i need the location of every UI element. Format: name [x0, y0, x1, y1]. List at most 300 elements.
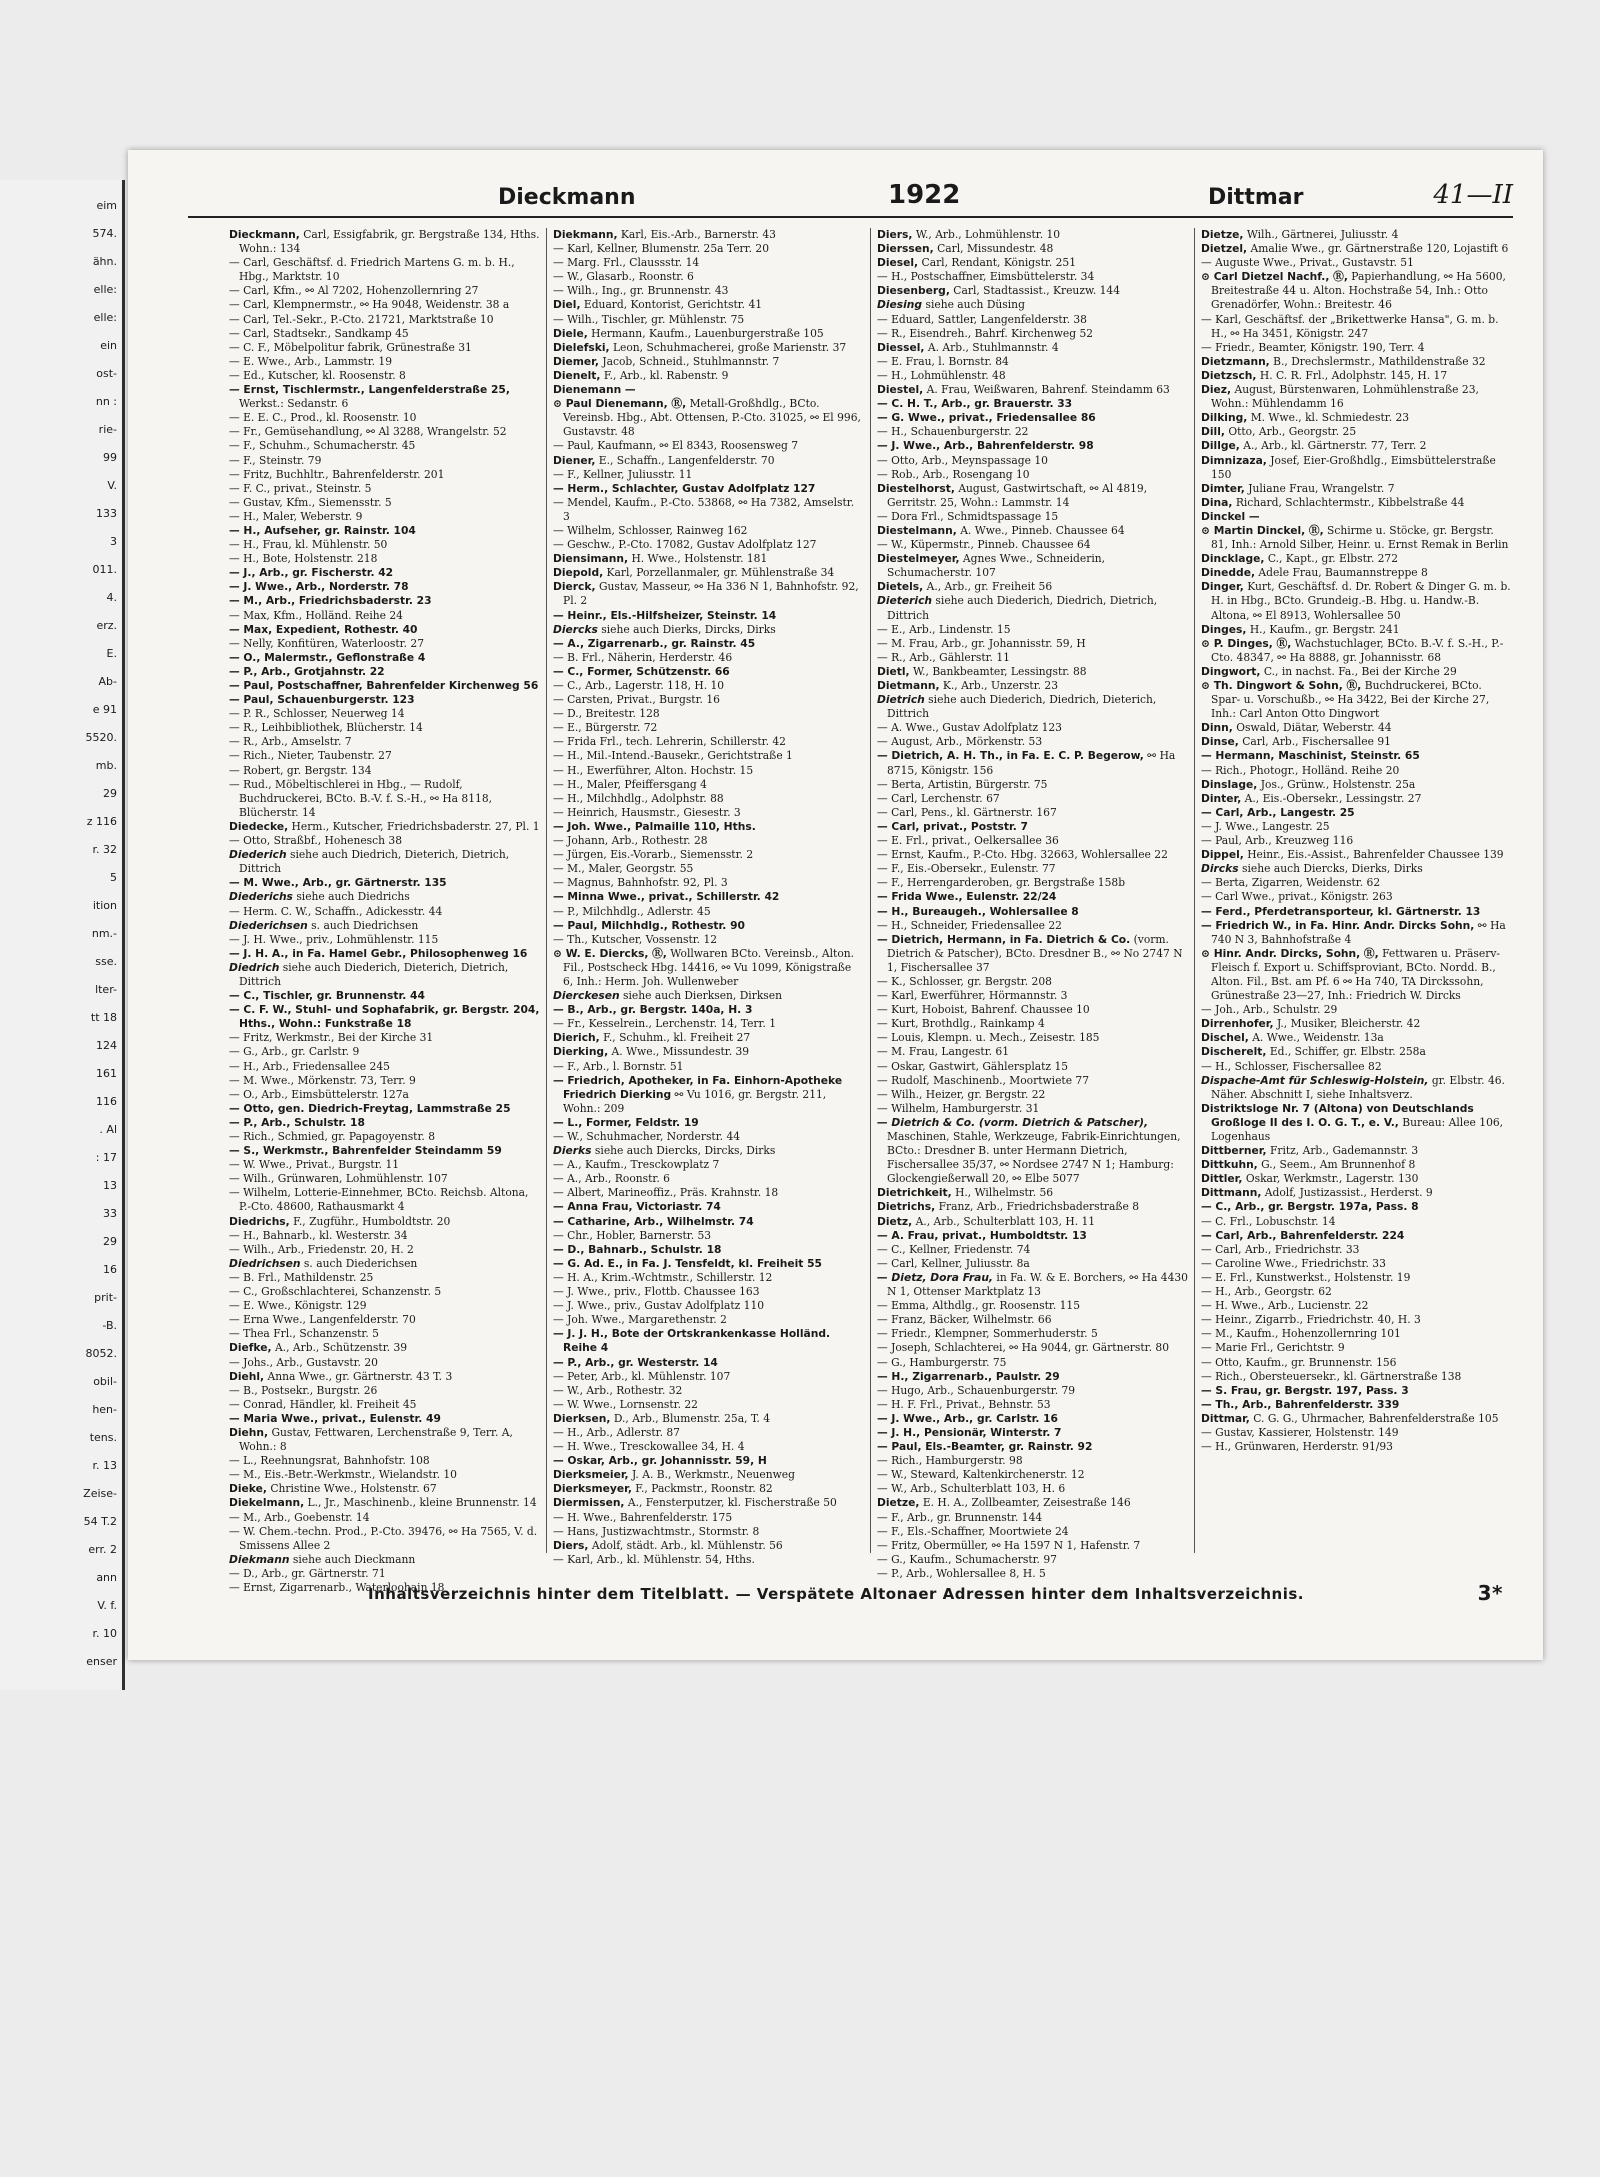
entry-details: H. Wwe., Holstenstr. 181 [628, 552, 768, 566]
entry-details: August, Bürstenwaren, Lohmühlenstraße 23, Wohn.: Mühlendamm 16 [1211, 383, 1479, 411]
entry-details: — C., Großschlachterei, Schanzenstr. 5 [229, 1285, 442, 1299]
directory-entry [877, 735, 1188, 749]
directory-entry [229, 919, 540, 933]
entry-details: — Max, Kfm., Holländ. Reihe 24 [229, 608, 403, 622]
directory-entry [553, 1299, 864, 1313]
entry-details: — Wilh., Arb., Friedenstr. 20, H. 2 [229, 1242, 414, 1256]
directory-entry [553, 820, 864, 834]
directory-entry [553, 1412, 864, 1426]
entry-details: H., Wilhelmstr. 56 [951, 1186, 1054, 1200]
entry-details: — F., Els.-Schaffner, Moortwiete 24 [877, 1524, 1069, 1538]
entry-details: — Gustav, Kassierer, Holstenstr. 149 [1201, 1425, 1399, 1439]
directory-entry [877, 1398, 1188, 1412]
directory-entry [877, 524, 1188, 538]
directory-entry [229, 989, 540, 1003]
directory-entry [553, 679, 864, 693]
margin-fragment: 4. [106, 591, 117, 604]
entry-details: — F., Herrengarderoben, gr. Bergstraße 158b [877, 876, 1126, 890]
directory-entry [1201, 834, 1512, 848]
directory-entry [877, 1060, 1188, 1074]
directory-entry [229, 820, 540, 834]
entry-details: siehe auch Diederich, Diedrich, Dietrich, Dittrich [887, 594, 1158, 622]
entry-details: — Kurt, Brothdlg., Rainkamp 4 [877, 1017, 1045, 1031]
entry-name: Dietzmann, [1201, 354, 1270, 368]
entry-details: F., Schuhm., kl. Freiheit 27 [599, 1031, 751, 1045]
directory-entry [229, 876, 540, 890]
directory-entry [553, 665, 864, 679]
cross-reference-name: Diercks [553, 622, 598, 636]
directory-entry [553, 439, 864, 453]
directory-entry [553, 1031, 864, 1045]
margin-fragment: 161 [96, 1067, 117, 1080]
entry-name: — H., Aufseher, gr. Rainstr. 104 [229, 523, 416, 537]
entry-details: — Rud., Möbeltischlerei in Hbg., — Rudolf, Buchdruckerei, BCto. B.-V. f. S.-H., ⚯ Ha 8118, Blücherstr. 14 [229, 777, 493, 819]
entry-details: — Mendel, Kaufm., P.-Cto. 53868, ⚯ Ha 7382, Amselstr. 3 [553, 495, 855, 523]
entry-details: — Carl, Kellner, Juliusstr. 8a [877, 1256, 1030, 1270]
entry-name: Dienemann — [553, 383, 636, 397]
entry-details: Schirme u. Stöcke, gr. Bergstr. 81, Inh.: Arnold Silber, Heinr. u. Ernst Remak in Berlin [1211, 523, 1509, 552]
directory-entry [1201, 1017, 1512, 1031]
directory-entry [1201, 749, 1512, 763]
directory-entry [553, 284, 864, 298]
directory-entry [553, 1496, 864, 1510]
entry-details: Adele Frau, Baumannstreppe 8 [1255, 566, 1428, 580]
entry-details: — Herm. C. W., Schaffn., Adickesstr. 44 [229, 904, 443, 918]
directory-entry [229, 425, 540, 439]
cross-reference-name: Diederichsen [229, 918, 308, 932]
directory-entry [229, 580, 540, 594]
entry-details: — H., Bote, Holstenstr. 218 [229, 552, 378, 566]
entry-details: — Louis, Klempn. u. Mech., Zeisestr. 185 [877, 1031, 1100, 1045]
directory-entry [229, 1186, 540, 1214]
entry-details: Kurt, Geschäftsf. d. Dr. Robert & Dinger G. m. b. H. in Hbg., BCto. Grundeig.-B. Hbg. u. Handw.-B. Altona, ⚯ El 8913, Wohlersallee 50 [1211, 580, 1511, 622]
directory-entry [229, 552, 540, 566]
directory-entry [1201, 637, 1512, 665]
directory-entry [877, 298, 1188, 312]
directory-entry [1201, 439, 1512, 453]
margin-fragment: 5520. [85, 731, 117, 744]
directory-entry [229, 1285, 540, 1299]
entry-name: — Anna Frau, Victoriastr. 74 [553, 1200, 721, 1214]
entry-details: — P., Milchhdlg., Adlerstr. 45 [553, 904, 711, 918]
entry-details: — Carl, Klempnermstr., ⚯ Ha 9048, Weidenstr. 38 a [229, 298, 510, 312]
directory-entry [553, 989, 864, 1003]
directory-entry [553, 1440, 864, 1454]
directory-entry [553, 947, 864, 989]
directory-entry [229, 383, 540, 411]
entry-details: — Carsten, Privat., Burgstr. 16 [553, 693, 720, 707]
directory-entry [553, 228, 864, 242]
entry-details: Buchdruckerei, BCto. Spar- u. Vorschußb., ⚯ Ha 3422, Bei der Kirche 27, Inh.: Carl Anton Otto Dingwort [1211, 679, 1490, 721]
entry-details: — Rich., Photogr., Holländ. Reihe 20 [1201, 763, 1400, 777]
directory-entry [553, 524, 864, 538]
margin-fragment: r. 13 [92, 1459, 117, 1472]
margin-fragment: V. [107, 479, 117, 492]
directory-entry [229, 1496, 540, 1510]
directory-entry [229, 1045, 540, 1059]
entry-name: Diehn, [229, 1425, 269, 1439]
directory-entry [229, 468, 540, 482]
entry-details: — W., Schuhmacher, Norderstr. 44 [553, 1130, 741, 1143]
directory-entry [877, 383, 1188, 397]
entry-details: — Auguste Wwe., Privat., Gustavstr. 51 [1201, 256, 1414, 270]
entry-name: — Max, Expedient, Rothestr. 40 [229, 622, 418, 636]
entry-details: siehe auch Dierks, Dircks, Dirks [597, 622, 776, 636]
entry-details: F., Zugführ., Humboldtstr. 20 [289, 1214, 451, 1228]
directory-entry [877, 1017, 1188, 1031]
directory-entry [1201, 876, 1512, 890]
directory-entry [1201, 482, 1512, 496]
entry-details: C. G. G., Uhrmacher, Bahrenfelderstraße 105 [1249, 1411, 1499, 1425]
entry-details: — W., Steward, Kaltenkirchenerstr. 12 [877, 1468, 1085, 1482]
entry-details: Christine Wwe., Holstenstr. 67 [266, 1482, 437, 1496]
entry-name: Diepold, [553, 566, 604, 580]
entry-name: — G. Ad. E., in Fa. J. Tensfeldt, kl. Freiheit 55 [553, 1256, 822, 1270]
entry-details: siehe auch Diercks, Dircks, Dirks [591, 1144, 776, 1158]
entry-details: — Friedr., Beamter, Königstr. 190, Terr. 4 [1201, 340, 1425, 354]
entry-name: — J. J. H., Bote der Ortskrankenkasse Holländ. Reihe 4 [553, 1327, 831, 1355]
directory-entry [229, 679, 540, 693]
entry-details: — Geschw., P.-Cto. 17082, Gustav Adolfplatz 127 [553, 538, 817, 552]
directory-entry [553, 905, 864, 919]
entry-details: — E. Frau, l. Bornstr. 84 [877, 354, 1009, 368]
entry-details: — Karl, Ewerführer, Hörmannstr. 3 [877, 989, 1068, 1003]
entry-name: — J. Wwe., Arb., Norderstr. 78 [229, 580, 409, 594]
entry-details: — Ernst, Zigarrenarb., Waterloohain 18 [229, 1581, 445, 1594]
directory-entry [229, 1327, 540, 1341]
entry-name: — A. Frau, privat., Humboldtstr. 13 [877, 1228, 1087, 1242]
entry-details: — H. Wwe., Arb., Lucienstr. 22 [1201, 1299, 1369, 1313]
entry-name: — P., Arb., Schulstr. 18 [229, 1115, 365, 1129]
entry-details: — Paul, Arb., Kreuzweg 116 [1201, 834, 1354, 848]
directory-entry [877, 806, 1188, 820]
margin-fragment: . Al [99, 1123, 117, 1136]
entry-details: siehe auch Diedrichs [292, 890, 410, 904]
directory-entry [553, 1186, 864, 1200]
directory-entry [1201, 313, 1512, 341]
entry-name: Diestelmann, [877, 523, 957, 537]
entry-details: — Fritz, Obermüller, ⚯ Ha 1597 N 1, Hafenstr. 7 [877, 1538, 1141, 1552]
entry-details: — Emma, Althdlg., gr. Roosenstr. 115 [877, 1299, 1081, 1313]
entry-details: — Carl, Lerchenstr. 67 [877, 791, 1000, 805]
entry-name: — J., Arb., gr. Fischerstr. 42 [229, 566, 394, 580]
directory-entry [877, 1045, 1188, 1059]
directory-entry [553, 298, 864, 312]
directory-entry [553, 1229, 864, 1243]
entry-details: A., Arb., Schützenstr. 39 [271, 1341, 408, 1355]
directory-entry [229, 707, 540, 721]
entry-details: Ed., Schiffer, gr. Elbstr. 258a [1266, 1045, 1426, 1059]
registered-firm-mark: ⊙ [553, 946, 566, 960]
directory-entry [877, 848, 1188, 862]
directory-entry [229, 510, 540, 524]
entry-name: Dimnizaza, [1201, 453, 1267, 467]
entry-details: — Th., Kutscher, Vossenstr. 12 [553, 932, 718, 946]
entry-details: Agnes Wwe., Schneiderin, Schumacherstr. 107 [887, 552, 1106, 580]
entry-name: Dietzsch, [1201, 368, 1257, 382]
entry-name: Dinckel — [1201, 509, 1260, 523]
entry-details: — H., Schneider, Friedensallee 22 [877, 918, 1062, 932]
directory-entry [553, 1074, 864, 1116]
directory-entry [229, 693, 540, 707]
entry-details: — P. R., Schlosser, Neuerweg 14 [229, 707, 405, 721]
entry-name: Dietmann, [877, 679, 940, 692]
directory-entry [229, 947, 540, 961]
directory-entry [229, 482, 540, 496]
directory-entry [877, 651, 1188, 665]
entry-details: Carl, Rendant, Königstr. 251 [918, 256, 1077, 270]
entry-details: Carl, Missundestr. 48 [933, 242, 1054, 256]
entry-details: — H., Schauenburgerstr. 22 [877, 425, 1029, 439]
cross-reference-name: Diedrichsen [229, 1256, 301, 1270]
directory-entry [877, 1299, 1188, 1313]
entry-details: — A. Wwe., Gustav Adolfplatz 123 [877, 721, 1062, 735]
entry-name: — Paul, Postschaffner, Bahrenfelder Kirchenweg 56 [229, 679, 539, 692]
margin-fragment: 54 T.2 [83, 1515, 117, 1528]
directory-entry [229, 439, 540, 453]
entry-name: — C., Tischler, gr. Brunnenstr. 44 [229, 989, 425, 1003]
directory-entry [553, 1130, 864, 1144]
entry-details: — W. Wwe., Privat., Burgstr. 11 [229, 1158, 400, 1172]
entry-name: Dinse, [1201, 735, 1239, 749]
entry-name: — S., Werkmstr., Bahrenfelder Steindamm 59 [229, 1144, 502, 1158]
directory-entry [877, 1074, 1188, 1088]
entry-details: A. Wwe., Missundestr. 39 [608, 1045, 750, 1059]
margin-fragment: tens. [89, 1431, 117, 1444]
entry-details: H., Kaufm., gr. Bergstr. 241 [1246, 622, 1400, 636]
entry-details: — W., Küpermstr., Pinneb. Chaussee 64 [877, 538, 1091, 552]
entry-details: Bureau: Allee 106, Logenhaus [1211, 1115, 1504, 1143]
entry-details: — Carl, Arb., Friedrichstr. 33 [1201, 1242, 1360, 1256]
directory-entry [553, 1215, 864, 1229]
margin-fragment: enser [86, 1655, 117, 1668]
entry-name: — Hermann, Maschinist, Steinstr. 65 [1201, 749, 1420, 763]
directory-entry [229, 1553, 540, 1567]
entry-details: siehe auch Dieckmann [289, 1552, 416, 1566]
entry-details: — Wilhelm, Schlosser, Rainweg 162 [553, 523, 748, 537]
directory-entry [877, 820, 1188, 834]
directory-entry [553, 242, 864, 256]
entry-details: — Hans, Justizwachtmstr., Stormstr. 8 [553, 1524, 760, 1538]
margin-fragment: err. 2 [88, 1543, 117, 1556]
directory-entry [877, 1384, 1188, 1398]
entry-name: Dittmann, [1201, 1186, 1262, 1200]
entry-name: Discherelt, [1201, 1045, 1267, 1059]
entry-details: — D., Breitestr. 128 [553, 707, 660, 721]
entry-details: — Berta, Artistin, Bürgerstr. 75 [877, 777, 1048, 791]
directory-entry [553, 1525, 864, 1539]
entry-details: siehe auch Diercks, Dierks, Dirks [1238, 862, 1423, 876]
cross-reference-name: Diesing [877, 298, 923, 312]
entry-details: — H., Bahnarb., kl. Westerstr. 34 [229, 1228, 408, 1242]
entry-details: — F., Steinstr. 79 [229, 453, 322, 467]
entry-details: siehe auch Diederich, Diedrich, Dieterich, Dittrich [887, 693, 1157, 721]
entry-name: Dinslage, [1201, 777, 1258, 791]
entry-name: — P., Arb., Grotjahnstr. 22 [229, 664, 385, 678]
margin-fragment: hen- [92, 1403, 117, 1416]
entry-details: ⚯ Ha 8715, Königstr. 156 [887, 749, 1176, 777]
directory-entry [877, 580, 1188, 594]
directory-entry [229, 1172, 540, 1186]
directory-column-3 [871, 228, 1195, 1580]
entry-details: — W. Chem.-techn. Prod., P.-Cto. 39476, ⚯ Ha 7565, V. d. Smissens Allee 2 [229, 1524, 538, 1552]
entry-name: Diele, [553, 326, 588, 340]
entry-details: — A., Kaufm., Tresckowplatz 7 [553, 1158, 720, 1172]
directory-entry [1201, 552, 1512, 566]
directory-entry [229, 961, 540, 989]
cross-reference-name: Dircks [1201, 862, 1239, 876]
entry-details: Otto, Arb., Georgstr. 25 [1224, 425, 1357, 439]
directory-entry [553, 862, 864, 876]
entry-details: — H. F. Frl., Privat., Behnstr. 53 [877, 1397, 1051, 1411]
entry-details: — Albert, Marineoffiz., Präs. Krahnstr. 18 [553, 1186, 779, 1200]
margin-fragment: eim [96, 199, 117, 212]
entry-details: — M., Arb., Goebenstr. 14 [229, 1510, 370, 1524]
margin-fragment: nn : [95, 395, 117, 408]
directory-entry [1201, 735, 1512, 749]
directory-entry [877, 665, 1188, 679]
directory-entry [877, 228, 1188, 242]
directory-entry [1201, 242, 1512, 256]
entry-name: Dittmar, [1201, 1411, 1250, 1425]
entry-details: Fettwaren u. Präserv-Fleisch f. Export u. Schiffsproviant, BCto. Nordd. B., Alton. Fil., Bst. am Pf. 6 ⚯ Ha 740, TA Dirckssohn, Grünestraße 23—27, Inh.: Friedrich W. Dircks [1211, 946, 1500, 1003]
entry-details: Hermann, Kaufm., Lauenburgerstraße 105 [587, 326, 824, 340]
directory-entry [229, 1060, 540, 1074]
entry-details: — Ed., Kutscher, kl. Roosenstr. 8 [229, 368, 406, 382]
entry-details: — Carl Wwe., privat., Königstr. 263 [1201, 890, 1393, 904]
entry-details: Wilh., Gärtnerei, Juliusstr. 4 [1243, 228, 1399, 241]
entry-name: Diermissen, [553, 1496, 625, 1510]
directory-entry [229, 1102, 540, 1116]
directory-entry [553, 341, 864, 355]
entry-name: Dippel, [1201, 848, 1244, 862]
directory-entry [877, 242, 1188, 256]
entry-name: Dittler, [1201, 1172, 1243, 1186]
entry-name: — Paul, Milchhdlg., Rothestr. 90 [553, 918, 745, 932]
entry-name: — Friedrich, Apotheker, in Fa. Einhorn-Apotheke Friedrich Dierking [553, 1073, 843, 1101]
entry-name: Dillge, [1201, 439, 1240, 453]
entry-details: Gustav, Fettwaren, Lerchenstraße 9, Terr. A, Wohn.: 8 [239, 1425, 513, 1454]
page-header [188, 178, 1513, 218]
directory-entry [877, 355, 1188, 369]
entry-details: — K., Schlosser, gr. Bergstr. 208 [877, 974, 1052, 988]
entry-details: — H., Ewerführer, Alton. Hochstr. 15 [553, 763, 754, 777]
entry-name: — Carl, privat., Poststr. 7 [877, 819, 1028, 833]
directory-entry [553, 1243, 864, 1257]
entry-details: — Caroline Wwe., Friedrichstr. 33 [1201, 1256, 1386, 1270]
directory-entry [877, 1567, 1188, 1581]
directory-entry [229, 1356, 540, 1370]
registered-firm-mark: ⊙ [553, 397, 566, 411]
entry-name: Dierksen, [553, 1411, 611, 1425]
directory-entry [877, 975, 1188, 989]
directory-entry [229, 1398, 540, 1412]
entry-details: — L., Reehnungsrat, Bahnhofstr. 108 [229, 1454, 430, 1468]
entry-name: — Friedrich W., in Fa. Hinr. Andr. Dircks Sohn, [1201, 918, 1475, 932]
entry-details: — J. Wwe., priv., Gustav Adolfplatz 110 [553, 1299, 765, 1313]
entry-details: — G., Hamburgerstr. 75 [877, 1355, 1007, 1369]
margin-fragment: ition [92, 899, 117, 912]
entry-details: B., Drechslermstr., Mathildenstraße 32 [1269, 354, 1486, 368]
directory-entry [1201, 1398, 1512, 1412]
directory-entry [553, 834, 864, 848]
entry-name: — M. Wwe., Arb., gr. Gärtnerstr. 135 [229, 876, 447, 890]
entry-name: — C., Former, Schützenstr. 66 [553, 664, 730, 678]
margin-fragment: 8052. [85, 1347, 117, 1360]
entry-details: — Gustav, Kfm., Siemensstr. 5 [229, 495, 392, 509]
entry-name: Dingwort, [1201, 664, 1261, 678]
entry-name: Dimter, [1201, 481, 1245, 495]
directory-entry [1201, 566, 1512, 580]
directory-entry [553, 538, 864, 552]
directory-entry [229, 1482, 540, 1496]
directory-entry [553, 721, 864, 735]
entry-details: — M., Maler, Georgstr. 55 [553, 862, 694, 876]
directory-entry [877, 1215, 1188, 1229]
entry-details: — Wilh., Grünwaren, Lohmühlenstr. 107 [229, 1172, 448, 1186]
entry-details: — A., Arb., Roonstr. 6 [553, 1172, 670, 1186]
directory-entry [553, 552, 864, 566]
directory-entry [1201, 947, 1512, 1003]
directory-entry [877, 933, 1188, 975]
directory-entry [877, 1003, 1188, 1017]
entry-name: — Ernst, Tischlermstr., Langenfelderstraße 25, [229, 383, 510, 397]
directory-entry [553, 651, 864, 665]
directory-entry [553, 1370, 864, 1384]
entry-details: — H. Wwe., Tresckowallee 34, H. 4 [553, 1440, 745, 1454]
directory-entry [553, 1144, 864, 1158]
directory-entry [229, 1384, 540, 1398]
entry-details: A. Wwe., Pinneb. Chaussee 64 [956, 523, 1125, 537]
entry-details: — M. Frau, Langestr. 61 [877, 1045, 1010, 1059]
entry-details: — Thea Frl., Schanzenstr. 5 [229, 1327, 379, 1341]
directory-entry [229, 538, 540, 552]
entry-details: Wachstuchlager, BCto. B.-V. f. S.-H., P.-Cto. 48347, ⚯ Ha 8888, gr. Johannisstr. 68 [1211, 636, 1504, 664]
directory-entry [553, 778, 864, 792]
directory-entry [553, 623, 864, 637]
entry-name: Diessel, [877, 340, 925, 354]
directory-page [128, 150, 1543, 1660]
directory-entry [553, 580, 864, 608]
directory-entry [1201, 1003, 1512, 1017]
entry-name: Diemer, [553, 354, 599, 368]
entry-name: — Paul, Schauenburgerstr. 123 [229, 693, 415, 707]
directory-entry [229, 1031, 540, 1045]
entry-details: — W., Glasarb., Roonstr. 6 [553, 270, 694, 284]
entry-details: — Rob., Arb., Rosengang 10 [877, 467, 1030, 481]
entry-name: — Otto, gen. Diedrich-Freytag, Lammstraße 25 [229, 1101, 511, 1115]
entry-details: — C. Frl., Lobuschstr. 14 [1201, 1214, 1336, 1228]
footer-text: Inhaltsverzeichnis hinter dem Titelblatt. — Verspätete Altonaer Adressen hinter dem Inhaltsverzeichnis. [368, 1585, 1304, 1603]
entry-name: — Minna Wwe., privat., Schillerstr. 42 [553, 890, 780, 904]
entry-details: Anna Wwe., gr. Gärtnerstr. 43 T. 3 [264, 1369, 453, 1383]
entry-name: Dieckmann, [229, 228, 300, 241]
entry-details: — M., Kaufm., Hohenzollernring 101 [1201, 1327, 1401, 1341]
entry-name: Dietrichkeit, [877, 1186, 952, 1200]
directory-entry [1201, 1102, 1512, 1144]
margin-fragment: : 17 [95, 1151, 117, 1164]
entry-details: — E., Arb., Lindenstr. 15 [877, 622, 1011, 636]
entry-name: Diestelhorst, [877, 481, 955, 495]
entry-details: Carl, Arb., Fischersallee 91 [1238, 735, 1391, 749]
directory-entry [553, 383, 864, 397]
margin-fragment: ost- [96, 367, 117, 380]
directory-column-4 [1195, 228, 1518, 1553]
directory-entry [229, 1243, 540, 1257]
entry-details: W., Arb., Lohmühlenstr. 10 [912, 228, 1061, 241]
directory-entry [229, 1370, 540, 1384]
entry-name: Dina, [1201, 495, 1233, 509]
